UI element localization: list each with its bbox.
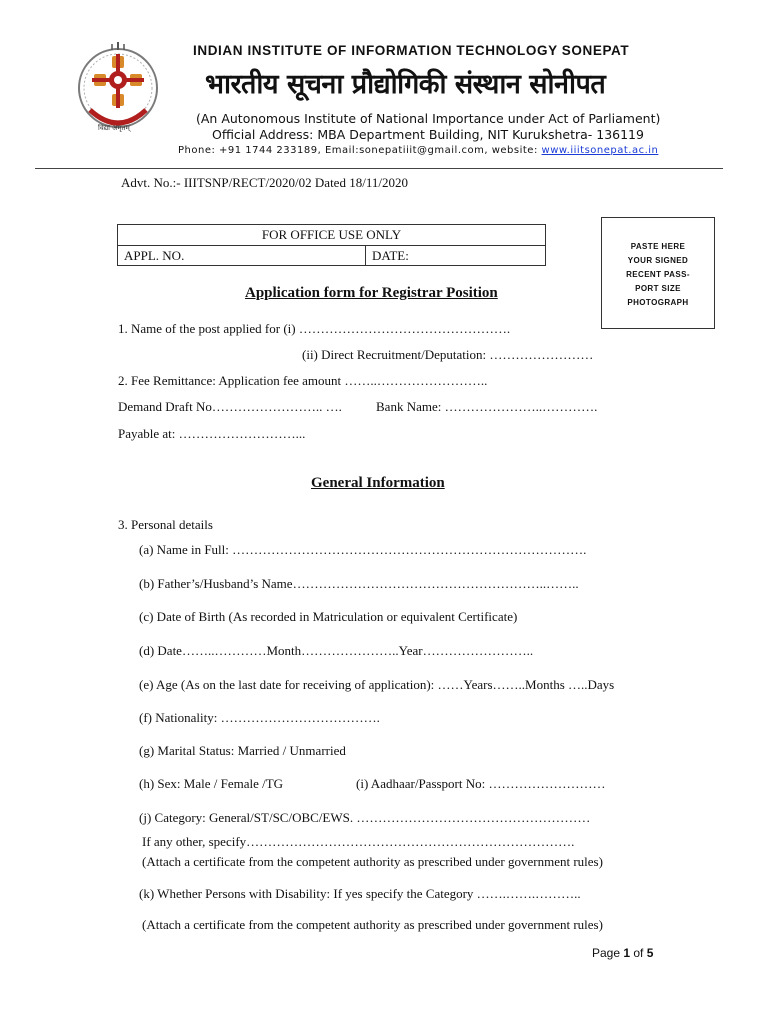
- category-field[interactable]: (j) Category: General/ST/SC/OBC/EWS. ………………………………………………: [139, 810, 591, 825]
- header-divider: [35, 168, 723, 169]
- website-link[interactable]: www.iiitsonepat.ac.in: [541, 145, 659, 156]
- contact-details: Phone: +91 1744 233189, Email:sonepatiiit@gmail.com, website:: [178, 145, 542, 156]
- attach-certificate-note: (Attach a certificate from the competent authority as prescribed under government rules): [142, 917, 603, 932]
- date-month-year-field[interactable]: (d) Date……..…………Month…………………..Year……………………..: [139, 643, 534, 658]
- page-prefix: Page: [592, 946, 624, 960]
- disability-field[interactable]: (k) Whether Persons with Disability: If yes specify the Category …….…….………..: [139, 886, 581, 901]
- date-of-birth-label: (c) Date of Birth (As recorded in Matriculation or equivalent Certificate): [139, 609, 518, 624]
- payable-at-field[interactable]: Payable at: ………………………...: [118, 426, 306, 441]
- photo-instruction-line: PHOTOGRAPH: [627, 298, 689, 307]
- category-other-field[interactable]: If any other, specify………………………………………………………………….: [142, 834, 575, 849]
- page-total: 5: [646, 946, 654, 960]
- father-husband-name-field[interactable]: (b) Father’s/Husband’s Name…………………………………………………..……..: [139, 576, 579, 591]
- institute-name-hindi: भारतीय सूचना प्रौद्योगिकी संस्थान सोनीपत: [205, 69, 606, 100]
- marital-status-field[interactable]: (g) Marital Status: Married / Unmarried: [139, 743, 346, 758]
- institute-status: (An Autonomous Institute of National Importance under Act of Parliament): [196, 111, 661, 126]
- date-label: DATE:: [372, 248, 409, 263]
- page-number: [592, 946, 653, 960]
- institute-name-english: INDIAN INSTITUTE OF INFORMATION TECHNOLOGY SONEPAT: [193, 43, 630, 58]
- age-field[interactable]: (e) Age (As on the last date for receiving of application): ……Years……..Months …..Days: [139, 677, 615, 692]
- personal-details-heading: 3. Personal details: [118, 517, 213, 532]
- photo-instruction-line: PASTE HERE: [630, 242, 686, 251]
- official-address: Official Address: MBA Department Building, NIT Kurukshetra- 136119: [212, 127, 644, 142]
- office-use-divider: [365, 246, 366, 265]
- post-applied-field[interactable]: 1. Name of the post applied for (i) ………………………………………….: [118, 321, 511, 336]
- attach-certificate-note: (Attach a certificate from the competent authority as prescribed under government rules): [142, 854, 603, 869]
- bank-name-field[interactable]: Bank Name: …………………..………….: [376, 399, 598, 414]
- page-of: of: [630, 946, 647, 960]
- office-use-row: [118, 245, 545, 265]
- demand-draft-field[interactable]: Demand Draft No…………………….. ….: [118, 399, 342, 414]
- contact-line: [178, 145, 658, 156]
- section-title: General Information: [311, 475, 445, 491]
- aadhaar-passport-field[interactable]: (i) Aadhaar/Passport No: ………………………: [356, 776, 606, 791]
- office-use-table: [117, 224, 546, 266]
- photo-instruction-line: YOUR SIGNED: [627, 256, 689, 265]
- form-title: Application form for Registrar Position: [245, 285, 498, 301]
- sex-field[interactable]: (h) Sex: Male / Female /TG: [139, 776, 284, 791]
- institute-logo: [76, 40, 160, 140]
- photo-instruction-line: RECENT PASS-: [626, 270, 690, 279]
- fee-remittance-field[interactable]: 2. Fee Remittance: Application fee amount ……..……………………..: [118, 373, 488, 388]
- full-name-field[interactable]: (a) Name in Full: ……………………………………………………………………….: [139, 542, 587, 557]
- photo-instruction-line: PORT SIZE: [635, 284, 681, 293]
- advertisement-number: Advt. No.:- IIITSNP/RECT/2020/02 Dated 18/11/2020: [121, 175, 408, 190]
- appl-no-label: APPL. NO.: [124, 248, 185, 263]
- direct-recruitment-field[interactable]: (ii) Direct Recruitment/Deputation: ……………………: [302, 347, 594, 362]
- nationality-field[interactable]: (f) Nationality: ……………………………….: [139, 710, 380, 725]
- photograph-box[interactable]: [601, 217, 715, 329]
- logo-motto: विद्या अमृतम्: [98, 124, 130, 132]
- office-use-title: FOR OFFICE USE ONLY: [261, 227, 402, 242]
- page-current: 1: [623, 946, 631, 960]
